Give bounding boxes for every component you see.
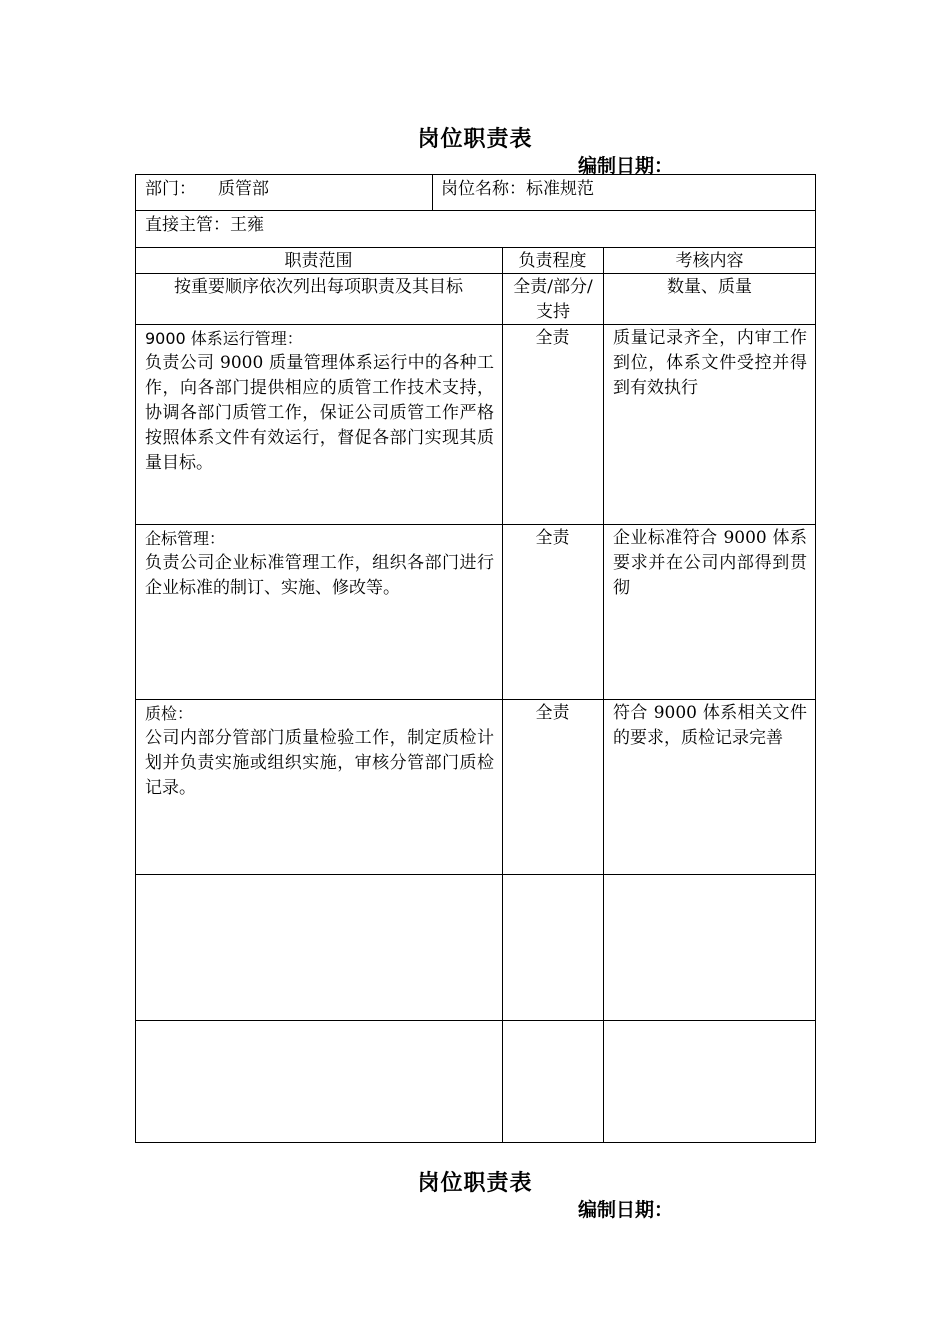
- department-cell: [145, 177, 425, 202]
- col-divider: [603, 247, 604, 1143]
- column-header-scope: 职责范围: [284, 251, 353, 271]
- col-divider: [502, 247, 503, 1143]
- supervisor-cell: [145, 213, 805, 238]
- department-value: 质管部: [218, 179, 269, 199]
- duty-description: 负责公司企业标准管理工作，组织各部门进行企业标准的制订、实施、修改等。: [145, 553, 494, 598]
- row-divider: [135, 524, 816, 525]
- duty-row-2-degree: 全责: [535, 528, 570, 548]
- column-header-degree: 负责程度: [518, 251, 587, 271]
- subheader-degree: 全责/部分/支持: [513, 277, 593, 322]
- row-divider: [135, 210, 816, 211]
- row-divider: [135, 324, 816, 325]
- page-title: 岗位职责表: [417, 126, 533, 152]
- position-label: 岗位名称：: [441, 179, 526, 199]
- duty-row-1-assessment: 质量记录齐全，内审工作到位，体系文件受控并得到有效执行: [613, 328, 807, 398]
- row-divider: [135, 699, 816, 700]
- row-divider: [135, 247, 816, 248]
- row-divider: [135, 874, 816, 875]
- duty-heading: 质检：: [145, 704, 194, 723]
- duty-row-3-scope: [145, 701, 494, 801]
- duty-table: [135, 174, 816, 1143]
- date-label-2: 编制日期：: [578, 1199, 674, 1221]
- duty-description: 公司内部分管部门质量检验工作，制定质检计划并负责实施或组织实施，审核分管部门质检记录。: [145, 728, 494, 798]
- duty-row-2-assessment: 企业标准符合 9000 体系要求并在公司内部得到贯彻: [613, 528, 807, 598]
- department-label: 部门：: [145, 179, 196, 199]
- duty-row-1-degree: 全责: [535, 328, 570, 348]
- row-divider: [135, 1020, 816, 1021]
- subheader-assessment: 数量、质量: [667, 277, 752, 297]
- page-title-2: 岗位职责表: [417, 1170, 533, 1196]
- duty-row-2-scope: [145, 526, 494, 601]
- col-divider: [432, 174, 433, 210]
- duty-row-3-assessment: 符合 9000 体系相关文件的要求，质检记录完善: [613, 703, 807, 748]
- column-header-assessment: 考核内容: [675, 251, 744, 271]
- supervisor-value: 王雍: [230, 215, 264, 235]
- duty-row-1-scope: [145, 326, 494, 476]
- subheader-scope: 按重要顺序依次列出每项职责及其目标: [174, 277, 463, 297]
- duty-description: 负责公司 9000 质量管理体系运行中的各种工作，向各部门提供相应的质管工作技术支持，协调各部门质管工作，保证公司质管工作严格按照体系文件有效运行，督促各部门实现其质量目标。: [145, 353, 494, 473]
- duty-row-3-degree: 全责: [535, 703, 570, 723]
- position-cell: [441, 177, 811, 202]
- duty-heading: 9000 体系运行管理：: [145, 329, 303, 348]
- position-value: 标准规范: [526, 179, 594, 199]
- supervisor-label: 直接主管：: [145, 215, 230, 235]
- duty-heading: 企标管理：: [145, 529, 226, 548]
- date-label: 编制日期：: [578, 155, 674, 177]
